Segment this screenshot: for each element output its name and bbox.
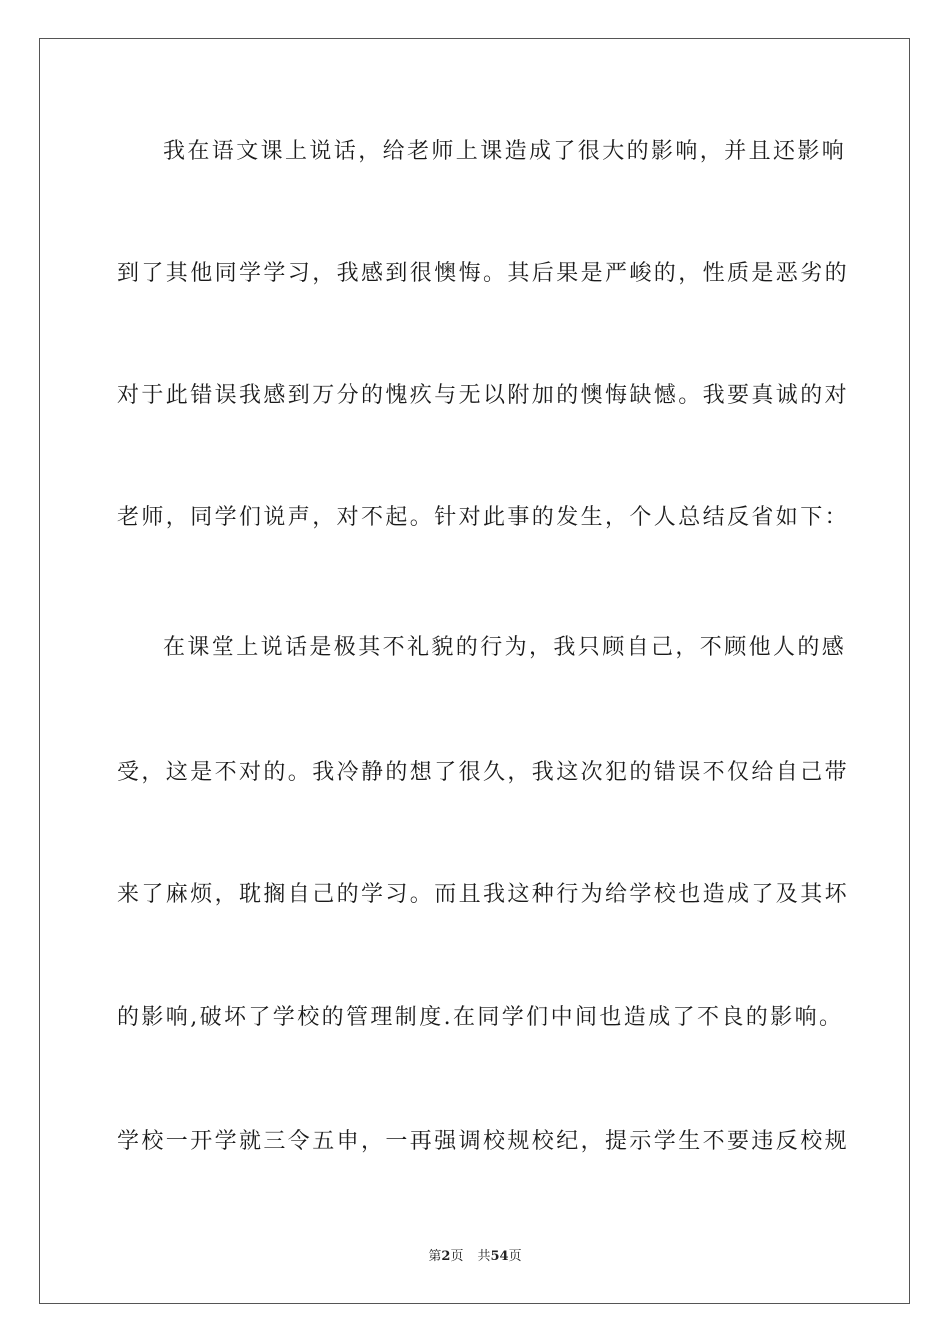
page-prefix: 第: [428, 1249, 442, 1264]
total-pages: 54: [490, 1249, 509, 1264]
page-border: [39, 38, 910, 1304]
paragraph-1-line-3: 对于此错误我感到万分的愧疚与无以附加的懊悔缺憾。我要真诚的对: [117, 383, 850, 408]
paragraph-2-line-2: 受，这是不对的。我冷静的想了很久，我这次犯的错误不仅给自己带: [117, 760, 850, 785]
paragraph-1-line-4: 老师，同学们说声，对不起。针对此事的发生，个人总结反省如下：: [117, 505, 850, 530]
page-number: 2: [441, 1249, 451, 1264]
paragraph-2-line-1: 在课堂上说话是极其不礼貌的行为，我只顾自己，不顾他人的感: [163, 635, 847, 660]
total-suffix: 页: [508, 1249, 522, 1264]
page-footer: [0, 1248, 950, 1266]
paragraph-1-line-1: 我在语文课上说话，给老师上课造成了很大的影响，并且还影响: [163, 139, 847, 164]
page-suffix: 页: [450, 1249, 464, 1264]
paragraph-2-line-3: 来了麻烦，耽搁自己的学习。而且我这种行为给学校也造成了及其坏: [117, 882, 850, 907]
paragraph-2-line-4: 的影响,破坏了学校的管理制度.在同学们中间也造成了不良的影响。: [117, 1005, 844, 1030]
paragraph-2-line-5: 学校一开学就三令五申，一再强调校规校纪，提示学生不要违反校规: [117, 1129, 850, 1154]
total-prefix: 共: [477, 1249, 491, 1264]
paragraph-1-line-2: 到了其他同学学习，我感到很懊悔。其后果是严峻的，性质是恶劣的: [117, 261, 850, 286]
